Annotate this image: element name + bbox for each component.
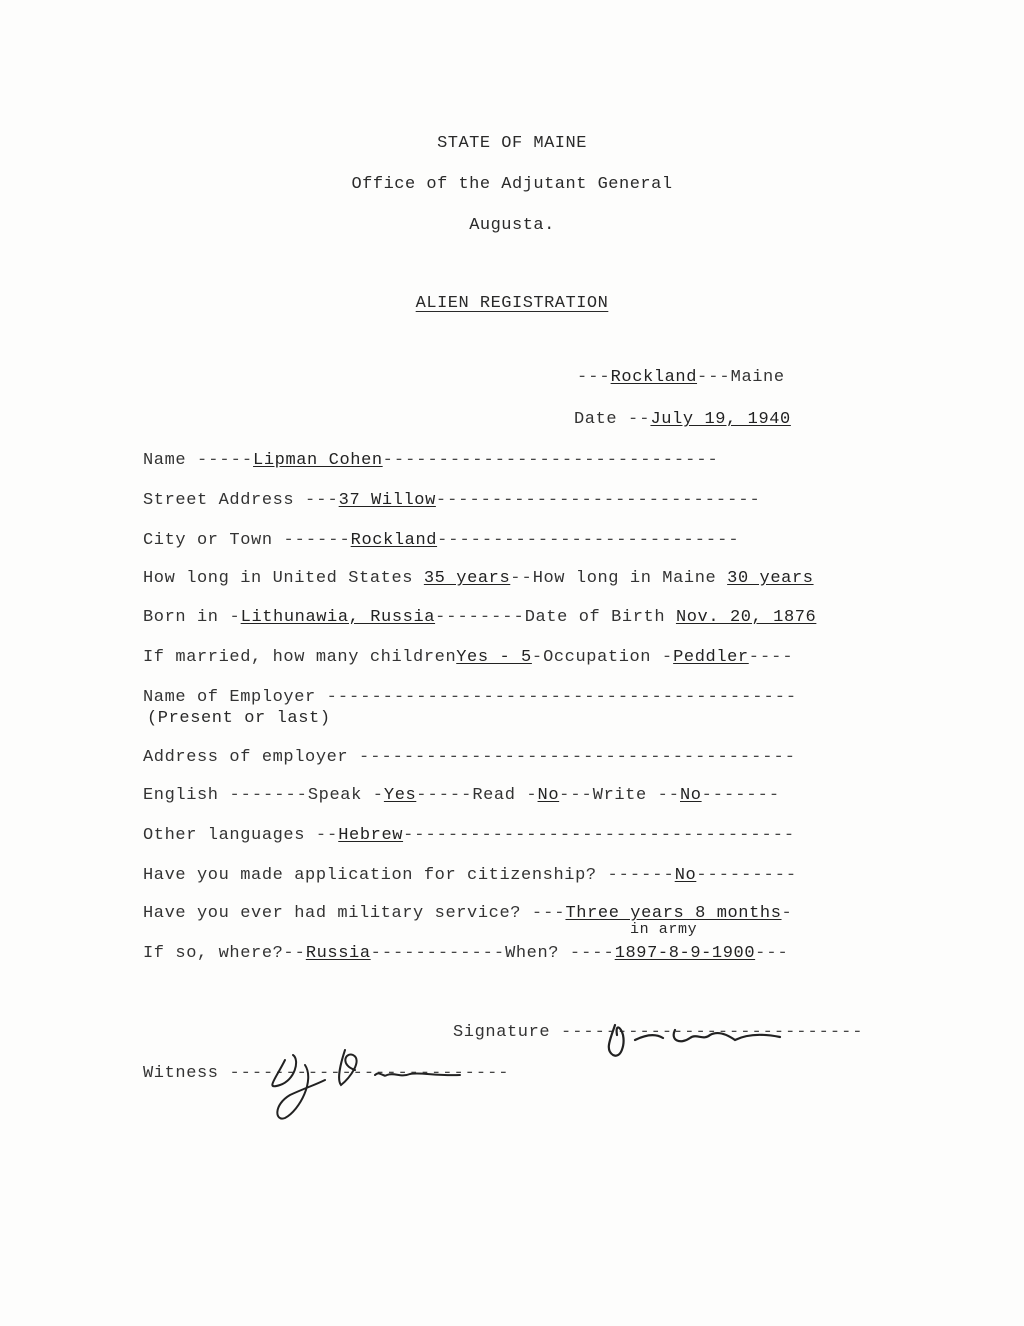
- dob-label: Date of Birth: [524, 608, 666, 627]
- date-label: Date: [574, 410, 618, 429]
- header-state: STATE OF MAINE: [437, 134, 587, 153]
- when-value: 1897-8-9-1900: [614, 944, 756, 963]
- witness-label: Witness: [143, 1064, 219, 1083]
- place-value: Rockland: [610, 368, 698, 387]
- form-title-text: ALIEN REGISTRATION: [415, 294, 609, 313]
- witness-handwriting: [245, 1030, 465, 1125]
- residence-line: How long in United States 35 years--How long in Maine 30 years: [143, 569, 814, 588]
- maine-years-value: 30 years: [727, 569, 814, 588]
- when-label: When?: [505, 944, 560, 963]
- write-value: No: [680, 786, 702, 805]
- read-value: No: [537, 786, 560, 805]
- street-label: Street Address: [143, 491, 295, 510]
- military-value: Three years 8 months: [565, 904, 782, 923]
- name-value: Lipman Cohen: [253, 451, 383, 470]
- where-label: If so, where?: [143, 944, 284, 963]
- name-label: Name: [143, 451, 187, 470]
- english-label: English: [143, 786, 219, 805]
- employer-line: Name of Employer ------------------------------------------: [143, 688, 798, 707]
- where-line: If so, where?--Russia------------When? ----1897-8-9-1900---: [143, 944, 789, 963]
- employer-label: Name of Employer: [143, 688, 316, 707]
- maine-years-label: How long in Maine: [532, 569, 717, 588]
- languages-value: Hebrew: [338, 826, 404, 845]
- read-label: Read: [472, 786, 516, 805]
- signature-handwriting: [585, 1005, 785, 1065]
- speak-label: Speak: [307, 786, 362, 805]
- signature-label: Signature: [453, 1023, 551, 1042]
- speak-value: Yes: [383, 786, 417, 805]
- header-city: Augusta.: [469, 216, 555, 235]
- header-office: Office of the Adjutant General: [351, 175, 673, 194]
- city-value: Rockland: [350, 531, 438, 550]
- write-label: Write: [592, 786, 647, 805]
- date-value: July 19, 1940: [650, 410, 791, 429]
- employer-address-label: Address of employer: [143, 748, 349, 767]
- date-line: Date --July 19, 1940: [574, 410, 791, 429]
- name-line: Name -----Lipman Cohen------------------------------: [143, 451, 719, 470]
- dob-value: Nov. 20, 1876: [675, 608, 817, 627]
- place-line: ---Rockland---Maine: [577, 368, 785, 387]
- languages-line: Other languages --Hebrew-----------------------------------: [143, 826, 796, 845]
- military-label: Have you ever had military service?: [143, 904, 522, 923]
- us-years-label: How long in United States: [143, 569, 414, 588]
- married-line: If married, how many childrenYes - 5-Occupation -Peddler----: [143, 648, 794, 667]
- form-title: [0, 294, 1024, 313]
- city-line: City or Town ------Rockland---------------------------: [143, 531, 740, 550]
- married-value: Yes - 5: [456, 648, 532, 667]
- witness-line: Witness -------------------------: [143, 1064, 510, 1083]
- military-value-2: in army: [630, 921, 698, 938]
- us-years-value: 35 years: [423, 569, 511, 588]
- signature-line: Signature ---------------------------: [453, 1023, 864, 1042]
- birth-line: Born in -Lithunawia, Russia--------Date of Birth Nov. 20, 1876: [143, 608, 817, 627]
- employer-sublabel: (Present or last): [147, 709, 331, 728]
- occupation-label: Occupation: [543, 648, 652, 667]
- languages-label: Other languages: [143, 826, 306, 845]
- place-state: Maine: [730, 368, 785, 387]
- citizenship-value: No: [674, 866, 697, 885]
- english-line: English -------Speak -Yes-----Read -No---Write --No-------: [143, 786, 781, 805]
- married-label: If married, how many children: [143, 648, 457, 667]
- occupation-value: Peddler: [673, 648, 749, 667]
- citizenship-label: Have you made application for citizenship?: [143, 866, 597, 885]
- born-value: Lithunawia, Russia: [240, 608, 436, 627]
- military-line: Have you ever had military service? ---Three years 8 months-: [143, 904, 793, 923]
- citizenship-line: Have you made application for citizenship? ------No---------: [143, 866, 798, 885]
- born-label: Born in: [143, 608, 219, 627]
- street-value: 37 Willow: [338, 491, 436, 510]
- employer-address-line: Address of employer ---------------------------------------: [143, 748, 796, 767]
- where-value: Russia: [305, 944, 371, 963]
- street-line: Street Address ---37 Willow-----------------------------: [143, 491, 761, 510]
- city-label: City or Town: [143, 531, 273, 550]
